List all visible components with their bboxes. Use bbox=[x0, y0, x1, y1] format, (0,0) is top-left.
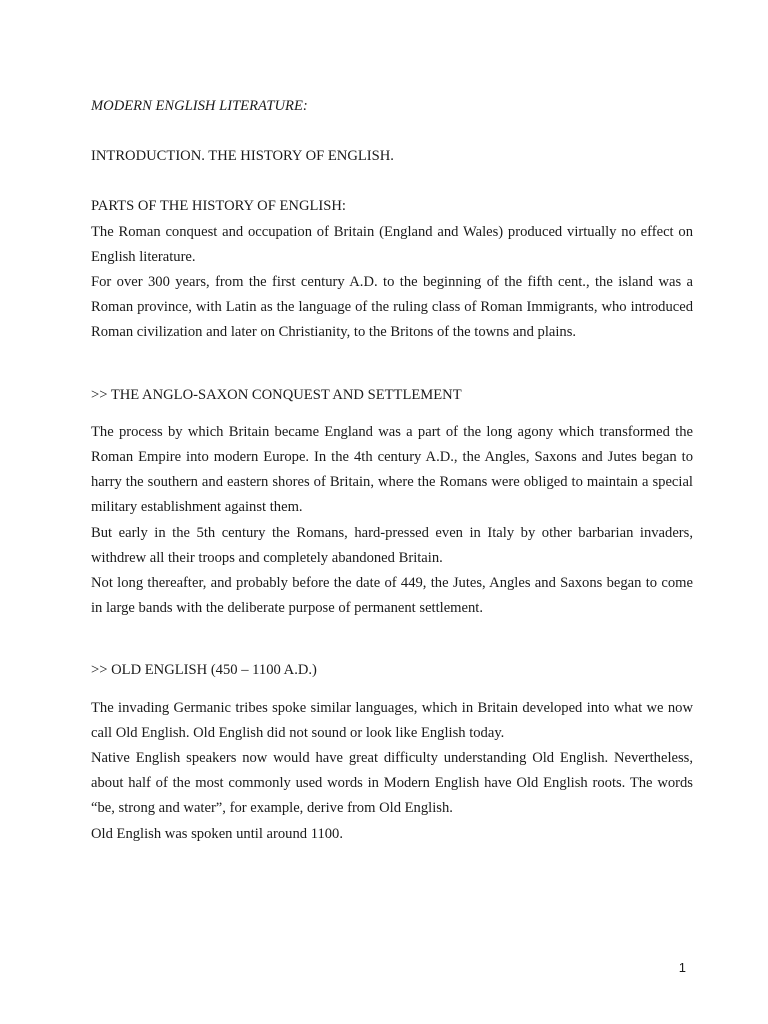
section-heading-old-english: >> OLD ENGLISH (450 – 1100 A.D.) bbox=[91, 662, 317, 679]
paragraph: For over 300 years, from the first century A.D. to the beginning of the fifth cent., the island was a Roman province, with Latin as the language of the ruling class of Roman Immigrants, who introduced Roman civilization and later on Christianity, to the Britons of the towns and plains. bbox=[91, 274, 693, 341]
paragraph: The Roman conquest and occupation of Britain (England and Wales) produced virtually no effect on English literature. bbox=[91, 223, 693, 265]
paragraph: But early in the 5th century the Romans, hard-pressed even in Italy by other barbarian invaders, withdrew all their troops and completely abandoned Britain. bbox=[91, 524, 693, 566]
introduction-heading: INTRODUCTION. THE HISTORY OF ENGLISH. bbox=[91, 148, 394, 165]
page-number: 1 bbox=[678, 960, 686, 975]
paragraph: Old English was spoken until around 1100. bbox=[91, 825, 343, 842]
section-heading-anglo-saxon: >> THE ANGLO-SAXON CONQUEST AND SETTLEMENT bbox=[91, 386, 462, 403]
document-title: MODERN ENGLISH LITERATURE: bbox=[91, 98, 308, 114]
parts-heading: PARTS OF THE HISTORY OF ENGLISH: bbox=[91, 198, 346, 215]
paragraph: Native English speakers now would have great difficulty understanding Old English. Nevertheless, about half of the most commonly used words in Modern English have Old English roots. The words “be, strong and water”, for example, derive from Old English. bbox=[91, 750, 693, 817]
paragraph: The invading Germanic tribes spoke similar languages, which in Britain developed into what we now call Old English. Old English did not sound or look like English today. bbox=[91, 699, 693, 741]
paragraph: Not long thereafter, and probably before the date of 449, the Jutes, Angles and Saxons began to come in large bands with the deliberate purpose of permanent settlement. bbox=[91, 575, 693, 617]
paragraph: The process by which Britain became England was a part of the long agony which transformed the Roman Empire into modern Europe. In the 4th century A.D., the Angles, Saxons and Jutes began to harry the southern and eastern shores of Britain, where the Romans were obliged to maintain a special military establishment against them. bbox=[91, 423, 693, 516]
document-body bbox=[91, 94, 693, 847]
